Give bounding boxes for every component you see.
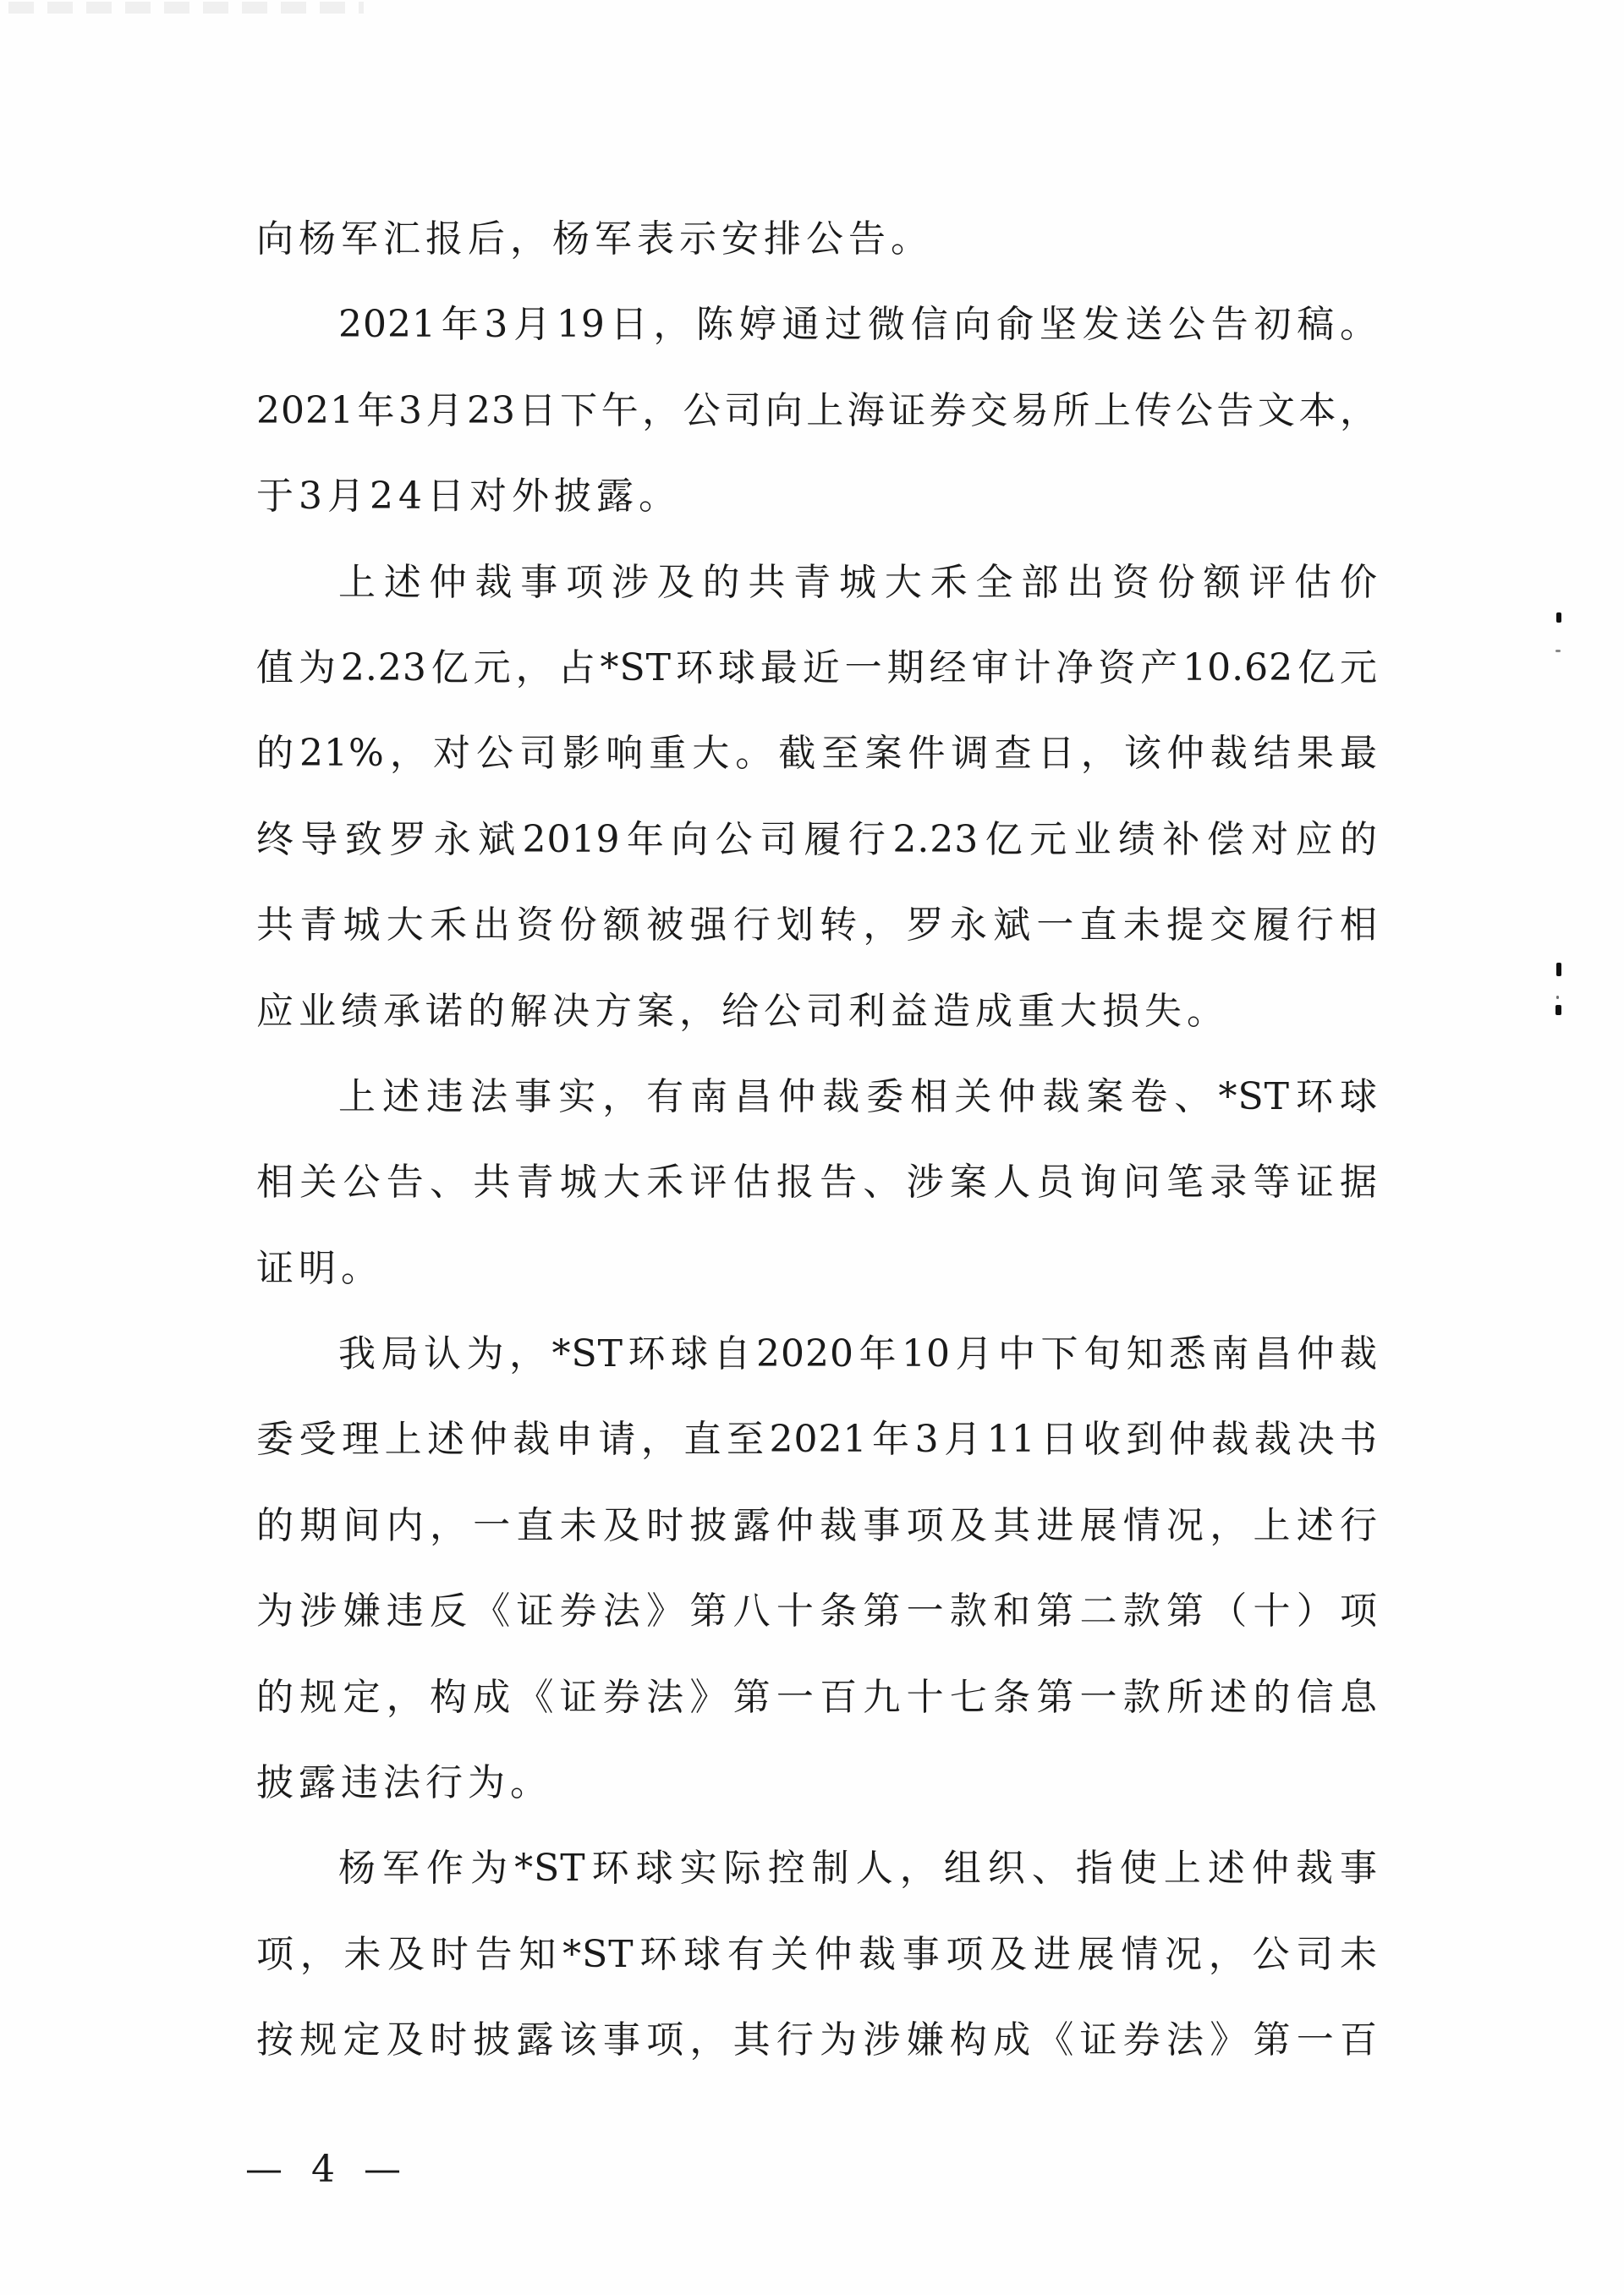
text-line: 的期间内，一直未及时披露仲裁事项及其进展情况，上述行 (256, 1503, 1378, 1547)
page-number: — 4 — (245, 2148, 409, 2191)
scan-artifact-mark (1556, 996, 1559, 999)
text-line: 于3月24日对外披露。 (256, 475, 681, 519)
paragraph (256, 1054, 1378, 1311)
text-line: 项，未及时告知*ST环球有关仲裁事项及进展情况，公司未 (256, 1932, 1378, 1976)
text-line: 向杨军汇报后，杨军表示安排公告。 (256, 217, 933, 261)
scan-artifact-mark (1556, 963, 1561, 976)
paragraph (256, 1826, 1378, 2083)
text-line: 为涉嫌违反《证券法》第八十条第一款和第二款第（十）项 (256, 1589, 1378, 1633)
text-line: 的规定，构成《证券法》第一百九十七条第一款所述的信息 (256, 1675, 1378, 1719)
text-line: 2021年3月23日下午，公司向上海证券交易所上传公告文本， (256, 388, 1378, 432)
paragraph (256, 1311, 1378, 1826)
text-line: 杨军作为*ST环球实际控制人，组织、指使上述仲裁事 (338, 1847, 1378, 1891)
text-line: 应业绩承诺的解决方案，给公司利益造成重大损失。 (256, 989, 1229, 1033)
paragraph (256, 540, 1378, 1054)
text-line: 相关公告、共青城大禾评估报告、涉案人员询问笔录等证据 (256, 1161, 1378, 1205)
text-line: 上述违法事实，有南昌仲裁委相关仲裁案卷、*ST环球 (338, 1074, 1378, 1118)
scan-artifact-mark (1556, 612, 1561, 623)
text-line: 按规定及时披露该事项，其行为涉嫌构成《证券法》第一百 (256, 2018, 1378, 2062)
text-line: 上述仲裁事项涉及的共青城大禾全部出资份额评估价 (338, 560, 1378, 604)
text-line: 证明。 (256, 1246, 383, 1290)
paragraph (256, 282, 1378, 539)
paragraph (256, 196, 1378, 282)
text-line: 2021年3月19日，陈婷通过微信向俞坚发送公告初稿。 (338, 303, 1378, 347)
text-line: 委受理上述仲裁申请，直至2021年3月11日收到仲裁裁决书 (256, 1418, 1378, 1462)
text-line: 我局认为，*ST环球自2020年10月中下旬知悉南昌仲裁 (338, 1332, 1378, 1376)
text-line: 披露违法行为。 (256, 1761, 552, 1805)
text-line: 值为2.23亿元，占*ST环球最近一期经审计净资产10.62亿元 (256, 645, 1378, 689)
text-line: 终导致罗永斌2019年向公司履行2.23亿元业绩补偿对应的 (256, 817, 1378, 861)
scan-artifact-mark (1555, 1005, 1561, 1015)
scan-artifact-mark (1555, 650, 1561, 652)
scan-bleed-through (8, 2, 364, 14)
text-line: 共青城大禾出资份额被强行划转，罗永斌一直未提交履行相 (256, 903, 1378, 947)
document-body (256, 196, 1378, 2084)
text-line: 的21%，对公司影响重大。截至案件调查日，该仲裁结果最 (256, 732, 1378, 776)
